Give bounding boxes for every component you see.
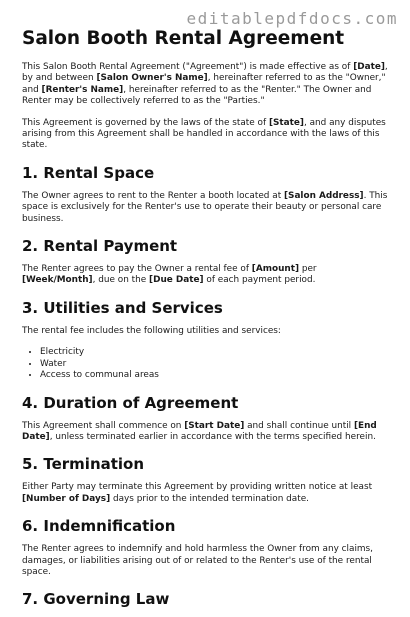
text-run: The rental fee includes the following utilities and services: — [22, 325, 281, 336]
section — [22, 394, 392, 444]
placeholder-field: [Date] — [353, 62, 385, 72]
bullet-list — [22, 347, 392, 381]
section — [22, 237, 392, 287]
text-run: , unless terminated earlier in accordance with the terms specified herein. — [49, 431, 376, 442]
text-run: , hereinafter referred to as the "Owner," and — [22, 73, 386, 95]
text-run: of each payment period. — [203, 275, 316, 286]
text-run: . This space is exclusively for the Renter's use to operate their beauty or personal care business. — [22, 190, 388, 224]
text-run: This Agreement is governed by the laws of the state of — [22, 117, 269, 128]
document-title: Salon Booth Rental Agreement — [22, 28, 345, 49]
placeholder-field: [State] — [268, 117, 304, 128]
section-heading: 1. Rental Space — [22, 163, 155, 182]
placeholder-field: [Start Date] — [184, 420, 245, 431]
placeholder-field: [Amount] — [251, 264, 300, 275]
text-run: days prior to the intended termination date. — [110, 493, 309, 504]
text-run: This Salon Booth Rental Agreement ("Agreement") is made effective as of — [22, 62, 354, 72]
section-paragraph — [22, 191, 392, 225]
section-paragraph — [22, 544, 392, 578]
placeholder-field: [End Date] — [22, 420, 377, 442]
section-heading: 2. Rental Payment — [22, 237, 178, 256]
placeholder-field: [Due Date] — [149, 275, 204, 286]
section-heading: 4. Duration of Agreement — [22, 393, 239, 412]
text-run: , due on the — [92, 275, 150, 286]
document-body — [22, 28, 392, 617]
list-item: • Access to communal areas — [40, 370, 392, 381]
section-heading: 7. Governing Law — [22, 590, 170, 609]
section-paragraph — [22, 264, 392, 287]
intro-block — [22, 62, 392, 152]
watermark: editablepdfdocs.com — [186, 9, 398, 28]
list-item: • Electricity — [40, 347, 392, 358]
section — [22, 455, 392, 505]
section — [22, 517, 392, 578]
placeholder-field: [Number of Days] — [22, 493, 111, 504]
intro-paragraph — [22, 62, 392, 108]
section-heading: 5. Termination — [22, 455, 145, 474]
sections-container — [22, 164, 392, 609]
text-run: Either Party may terminate this Agreement by providing written notice at least — [22, 482, 373, 493]
text-run: , hereinafter referred to as the "Renter." The Owner and Renter may be collectively referred to as the "Parties." — [22, 84, 372, 107]
section — [22, 590, 392, 608]
text-run: The Renter agrees to pay the Owner a rental fee of — [22, 264, 252, 275]
text-run: and shall continue until — [244, 420, 354, 431]
text-run: The Renter agrees to indemnify and hold harmless the Owner from any claims, damages, or liabilities arising out of or related to the Renter's use of the rental space. — [22, 544, 373, 577]
section — [22, 299, 392, 382]
text-run: , by and between — [22, 62, 388, 84]
placeholder-field: [Week/Month] — [22, 275, 93, 286]
section-paragraph — [22, 482, 392, 505]
placeholder-field: [Renter's Name] — [41, 84, 124, 95]
text-run: This Agreement shall commence on — [22, 420, 185, 431]
text-run: per — [299, 264, 317, 275]
placeholder-field: [Salon Address] — [284, 190, 364, 201]
section-heading: 6. Indemnification — [22, 517, 176, 536]
section — [22, 164, 392, 225]
section-heading: 3. Utilities and Services — [22, 298, 223, 317]
intro-paragraph — [22, 118, 392, 152]
section-paragraph — [22, 326, 392, 337]
text-run: , and any disputes arising from this Agreement shall be handled in accordance with the laws of this state. — [22, 117, 386, 151]
section-paragraph — [22, 421, 392, 444]
placeholder-field: [Salon Owner's Name] — [96, 73, 208, 84]
text-run: The Owner agrees to rent to the Renter a booth located at — [22, 190, 284, 201]
list-item: • Water — [40, 359, 392, 370]
